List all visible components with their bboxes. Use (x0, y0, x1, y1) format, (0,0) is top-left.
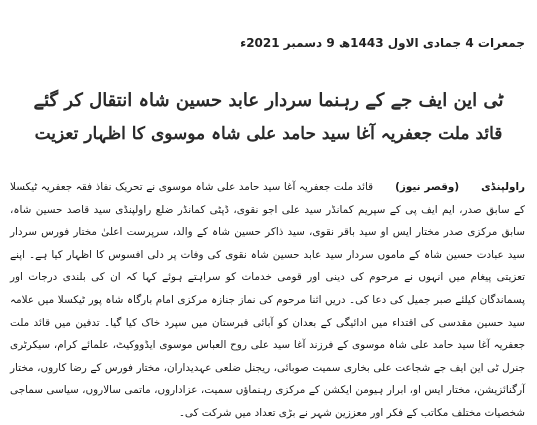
headline-main: ٹی این ایف جے کے رہنما سردار عابد حسین شاہ انتقال کر گئے (33, 90, 504, 111)
headline-sub: قائد ملت جعفریہ آغا سید حامد علی شاہ موسوی کا اظہار تعزیت (34, 124, 503, 144)
article-body (10, 176, 525, 425)
article-city: راولپنڈی (481, 181, 526, 193)
dateline: جمعرات 4 جمادی الاول 1443ھ 9 دسمبر 2021ء (240, 36, 525, 50)
article-agency: (وقصر نیوز) (395, 181, 460, 193)
article-paragraph: قائد ملت جعفریہ آغا سید حامد علی شاہ موسوی نے تحریک نفاذ فقہ جعفریہ ٹیکسلا کے سابق صدر، ایم ایف پی کے سپریم کمانڈر سید علی اجو نقوی، ڈپٹی کمانڈر ضلع راولپنڈی سید قاصد حسین شاہ، سابق مرکزی صدر مختار ایس او سید باقر نقوی، سید ذاکر حسین شاہ کے والد، سرپرست اعلیٰ مختار فورس سردار سید عبادت حسین شاہ کے ماموں سردار سید عابد حسین شاہ نقوی کی وفات پر دلی افسوس کا اظہار کیا ہے۔ اپنے تعزیتی پیغام میں انہوں نے مرحوم کی دینی اور قومی خدمات کو سراہتے ہوئے کہا کہ ان کی بلندی درجات اور پسماندگان کیلئے صبر جمیل کی دعا کی۔ دریں اثنا مرحوم کی نماز جنازہ مرکزی امام بارگاہ شاہ پور ٹیکسلا میں علامہ سید حسین مقدسی کی اقتداء میں ادائیگی کے بعدان کو آبائی قبرستان میں سپرد خاک کیا گیا۔ تدفین میں قائد ملت جعفریہ آغا سید حامد علی شاہ موسوی کے فرزند آغا سید علی روح العباس موسوی ایڈووکیٹ، علمائے کرام، سیکرٹری جنرل ٹی این ایف جے شجاعت علی بخاری سمیت صوبائی، ریجنل ضلعی عہدیداران، مختار فورس کے رضا کاروں، مختار آرگنائزیشن، مختار ایس او، ابرار ہیومن ایکشن کے مرکزی رہنماؤں سمیت، عزاداروں، ماتمی سالاروں، سیاسی سماجی شخصیات مختلف مکاتب کے فکر اور معززین شہر نے بڑی تعداد میں شرکت کی۔ (10, 181, 525, 419)
